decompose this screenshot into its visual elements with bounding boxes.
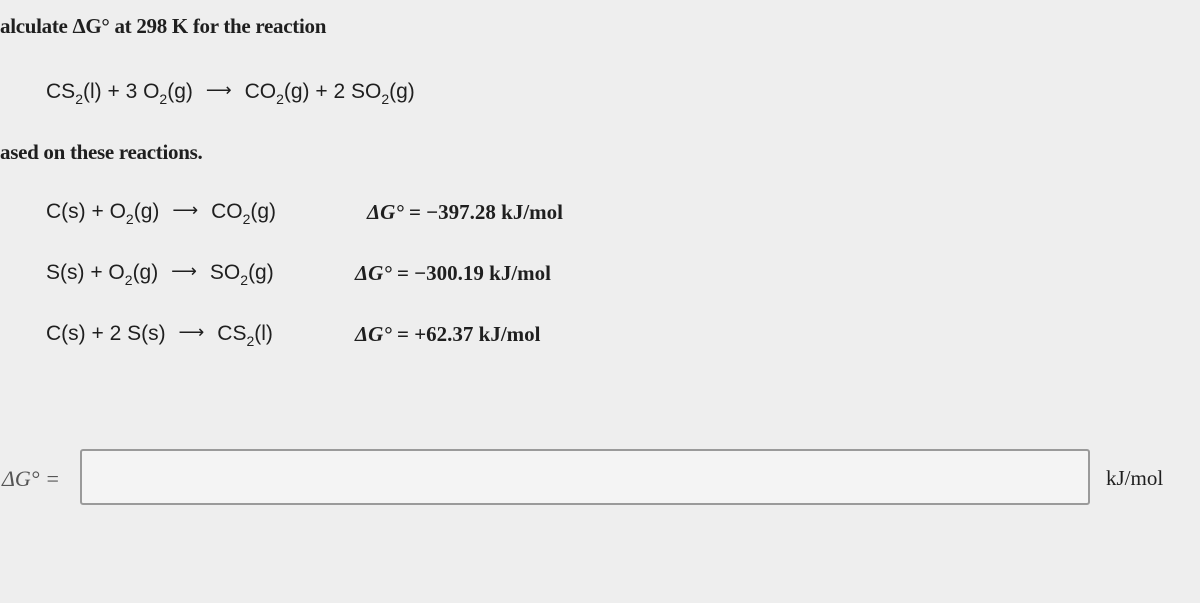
given-reaction-2 (46, 261, 274, 288)
given-reaction-3 (46, 322, 273, 349)
delta-g-value: = −397.28 kJ/mol (408, 200, 564, 224)
reactant-part: C(s) + 2 S(s) (46, 322, 166, 345)
reactant-subscript: 2 (124, 272, 133, 288)
delta-g-value: = −300.19 kJ/mol (396, 261, 552, 285)
question-basis: ased on these reactions. (0, 140, 203, 164)
target-reaction (46, 80, 415, 107)
reactant-part: (g) (132, 261, 159, 284)
product-subscript: 2 (240, 272, 249, 288)
delta-g-value: = +62.37 kJ/mol (396, 322, 541, 346)
product-part: CO (211, 200, 243, 223)
given-reaction-1 (46, 200, 277, 227)
given-reaction-1-dg (367, 200, 563, 225)
given-reaction-2-dg (355, 261, 551, 286)
target-product-subscript: 2 (276, 91, 284, 107)
reactant-subscript: 2 (125, 211, 134, 227)
answer-input[interactable] (80, 449, 1090, 505)
answer-label: ΔG° = (2, 466, 60, 491)
product-subscript: 2 (246, 333, 255, 349)
target-product-part: (g) (389, 80, 415, 103)
delta-g-label: ΔG° (355, 261, 392, 285)
product-subscript: 2 (242, 211, 251, 227)
reaction-arrow-icon: ⟶ (171, 261, 197, 281)
product-part: (l) (254, 322, 273, 345)
reaction-arrow-icon: ⟶ (172, 200, 199, 220)
given-reaction-3-dg (355, 322, 541, 347)
target-reactant-subscript: 2 (75, 91, 83, 107)
target-product-subscript: 2 (381, 91, 390, 107)
target-reactant-part: (g) (167, 80, 193, 103)
product-part: (g) (250, 200, 277, 223)
delta-g-label: ΔG° (355, 322, 392, 346)
target-product-part: CO (244, 80, 277, 103)
reactant-part: C(s) + O (46, 200, 126, 223)
target-reactant-part: (l) + 3 O (82, 80, 160, 103)
reaction-arrow-icon: ⟶ (178, 322, 205, 342)
reactant-part: S(s) + O (46, 261, 125, 284)
answer-unit: kJ/mol (1106, 466, 1164, 490)
delta-g-label: ΔG° (367, 200, 404, 224)
question-intro: alculate ΔG° at 298 K for the reaction (0, 14, 327, 38)
reactant-part: (g) (133, 200, 160, 223)
reaction-arrow-icon: ⟶ (205, 80, 232, 100)
product-part: (g) (248, 261, 274, 284)
target-reactant-part: CS (46, 80, 76, 103)
product-part: SO (209, 261, 241, 284)
target-product-part: (g) + 2 SO (283, 80, 382, 103)
target-reactant-subscript: 2 (159, 91, 168, 107)
product-part: CS (217, 322, 247, 345)
